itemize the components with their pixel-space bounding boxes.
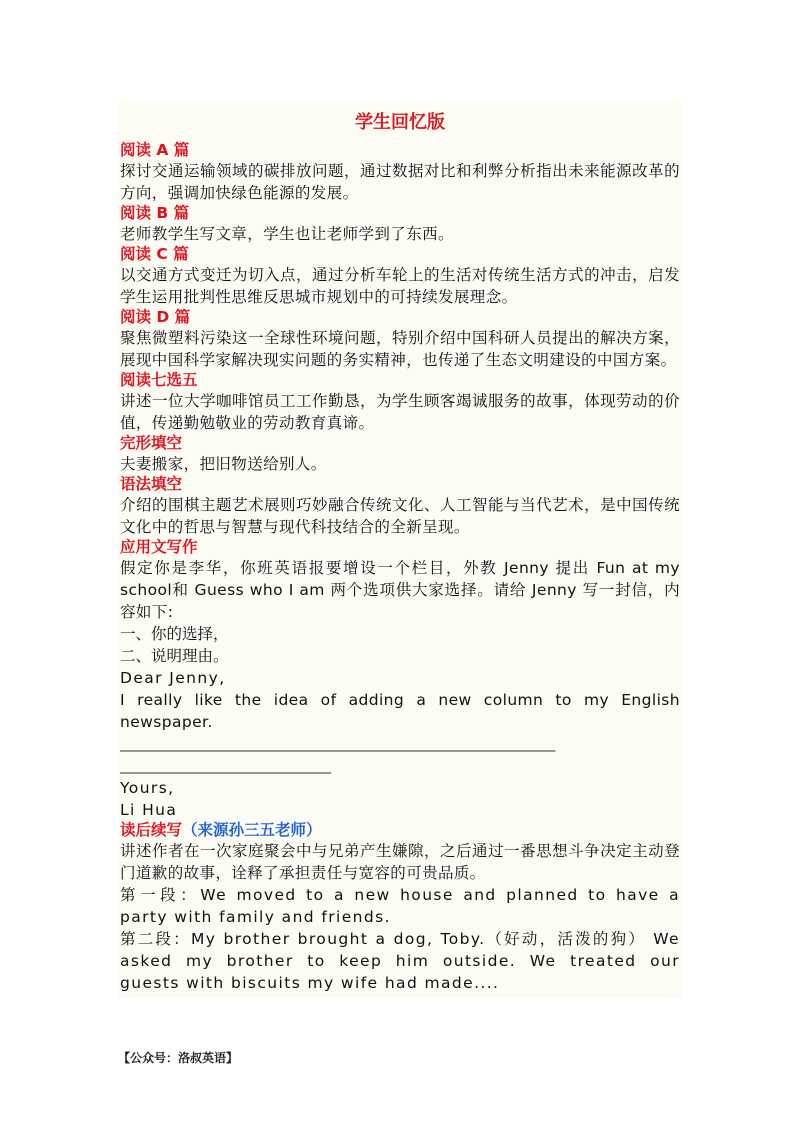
heading-reading-b: 阅读 B 篇: [120, 204, 190, 222]
paragraph-seven-choose-five: 讲述一位大学咖啡馆员工工作勤恳，为学生顾客竭诚服务的故事，体现劳动的价值，传递勤勉敬业的劳动教育真谛。: [120, 392, 680, 432]
heading-reading-d: 阅读 D 篇: [120, 308, 191, 326]
page-title: 学生回忆版: [355, 112, 445, 133]
paragraph-continuation: 讲述作者在一次家庭聚会中与兄弟产生嫌隙，之后通过一番思想斗争决定主动登门道歉的故事，诠释了承担责任与宽容的可贵品质。: [120, 842, 680, 882]
paragraph-cloze: 夫妻搬家，把旧物送给别人。: [120, 455, 327, 473]
letter-opening: I really like the idea of adding a new column to my English newspaper.: [120, 691, 680, 731]
paragraph-reading-c: 以交通方式变迁为切入点，通过分析车轮上的生活对传统生活方式的冲击，启发学生运用批判性思维反思城市规划中的可持续发展理念。: [120, 266, 680, 306]
continuation-heading-label: 读后续写: [120, 821, 183, 839]
paragraph-continuation-second: 第二段：My brother brought a dog, Toby.（好动，活泼的狗） We asked my brother to keep him outside. We treated our guests with biscuits my wife had made....: [120, 930, 680, 992]
heading-grammar: 语法填空: [120, 475, 183, 493]
answer-line-1: ________________________________________________________________: [120, 736, 556, 752]
heading-cloze: 完形填空: [120, 434, 183, 452]
answer-line-2: _______________________________: [120, 758, 331, 774]
heading-continuation-writing: [120, 821, 680, 840]
writing-item-2: 二、说明理由。: [120, 647, 229, 665]
writing-item-1: 一、你的选择，: [120, 625, 229, 643]
continuation-heading-source: （来源孙三五老师）: [182, 821, 322, 839]
paragraph-reading-d: 聚焦微塑料污染这一全球性环境问题，特别介绍中国科研人员提出的解决方案，展现中国科学家解决现实问题的务实精神，也传递了生态文明建设的中国方案。: [120, 329, 680, 369]
paragraph-reading-b: 老师教学生写文章，学生也让老师学到了东西。: [120, 225, 454, 243]
page-footer: 【公众号：洛叔英语】: [118, 1051, 239, 1065]
paragraph-grammar: 介绍的围棋主题艺术展则巧妙融合传统文化、人工智能与当代艺术，是中国传统文化中的哲思与智慧与现代科技结合的全新呈现。: [120, 496, 680, 536]
letter-signature: Li Hua: [120, 801, 178, 819]
heading-reading-a: 阅读 A 篇: [120, 141, 190, 159]
letter-salutation: Dear Jenny,: [120, 669, 226, 687]
heading-reading-c: 阅读 C 篇: [120, 245, 189, 263]
document-body: [120, 141, 680, 994]
heading-writing: 应用文写作: [120, 538, 198, 556]
paragraph-continuation-first: 第一段：We moved to a new house and planned to have a party with family and friends.: [120, 886, 680, 926]
paragraph-reading-a: 探讨交通运输领域的碳排放问题，通过数据对比和利弊分析指出未来能源改革的方向，强调加快绿色能源的发展。: [120, 162, 680, 202]
heading-seven-choose-five: 阅读七选五: [120, 371, 198, 389]
letter-closing: Yours,: [120, 779, 175, 797]
paragraph-writing-prompt: 假定你是李华，你班英语报要增设一个栏目，外教 Jenny 提出 Fun at my school和 Guess who I am 两个选项供大家选择。请给 Jenny 写一封信，内容如下:: [120, 559, 680, 621]
